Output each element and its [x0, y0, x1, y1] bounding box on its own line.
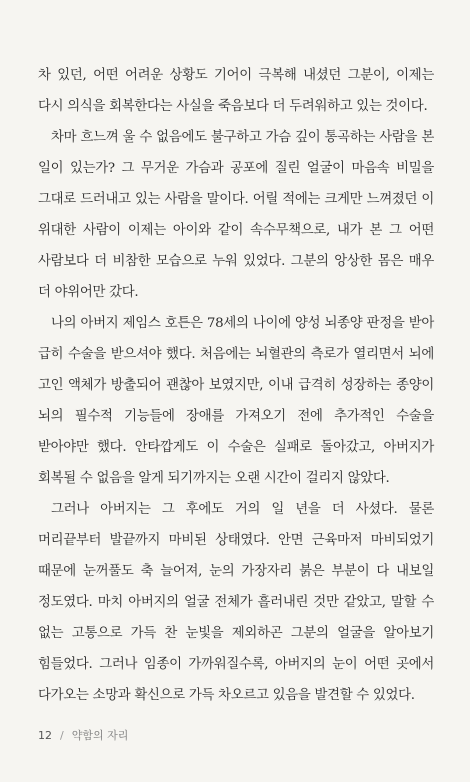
paragraph-2: 차마 흐느껴 울 수 없음에도 불구하고 가슴 깊이 통곡하는 사람을 본 일이 있는가? 그 무거운 가슴과 공포에 질린 얼굴이 마음속 비밀을 그대로 드러내고 있는 사람을 말이다. 어릴 적에는 크게만 느껴졌던 이 위대한 사람이 이제는 아이와 같이 속수무책으로, 내가 본 그 어떤 사람보다 더 비참한 모습으로 누워 있었다. 그분의 앙상한 몸은 매우 더 야위어만 갔다.: [38, 130, 434, 300]
page-number: 12: [38, 728, 52, 742]
book-title: 약함의 자리: [71, 729, 129, 742]
page-footer: [38, 727, 128, 743]
footer-separator: /: [60, 728, 64, 742]
paragraph-3: 나의 아버지 제임스 호튼은 78세의 나이에 양성 뇌종양 판정을 받아 급히 수술을 받으셔야 했다. 처음에는 뇌혈관의 측로가 열리면서 뇌에 고인 액체가 방출되어 괜찮아 보였지만, 이내 급격히 성장하는 종양이 뇌의 필수적 기능들에 장애를 가져오기 전에 추가적인 수술을 받아야만 했다. 안타깝게도 이 수술은 실패로 돌아갔고, 아버지가 회복될 수 없음을 알게 되기까지는 오랜 시간이 걸리지 않았다.: [38, 316, 434, 486]
paragraph-4: 그러나 아버지는 그 후에도 거의 일 년을 더 사셨다. 물론 머리끝부터 발끝까지 마비된 상태였다. 안면 근육마저 마비되었기 때문에 눈꺼풀도 축 늘어져, 눈의 가장자리 붉은 부분이 다 내보일 정도였다. 마치 아버지의 얼굴 전체가 흘러내린 것만 같았고, 말할 수 없는 고통으로 가득 찬 눈빛을 제외하곤 그분의 얼굴을 알아보기 힘들었다. 그러나 임종이 가까워질수록, 아버지의 눈이 어떤 곳에서 다가오는 소망과 확신으로 가득 차오르고 있음을 발견할 수 있었다.: [38, 502, 434, 703]
page-body: [38, 60, 434, 711]
paragraph-1: 차 있던, 어떤 어려운 상황도 기어이 극복해 내셨던 그분이, 이제는 다시 의식을 회복한다는 사실을 죽음보다 더 두려워하고 있는 것이다.: [38, 68, 434, 114]
